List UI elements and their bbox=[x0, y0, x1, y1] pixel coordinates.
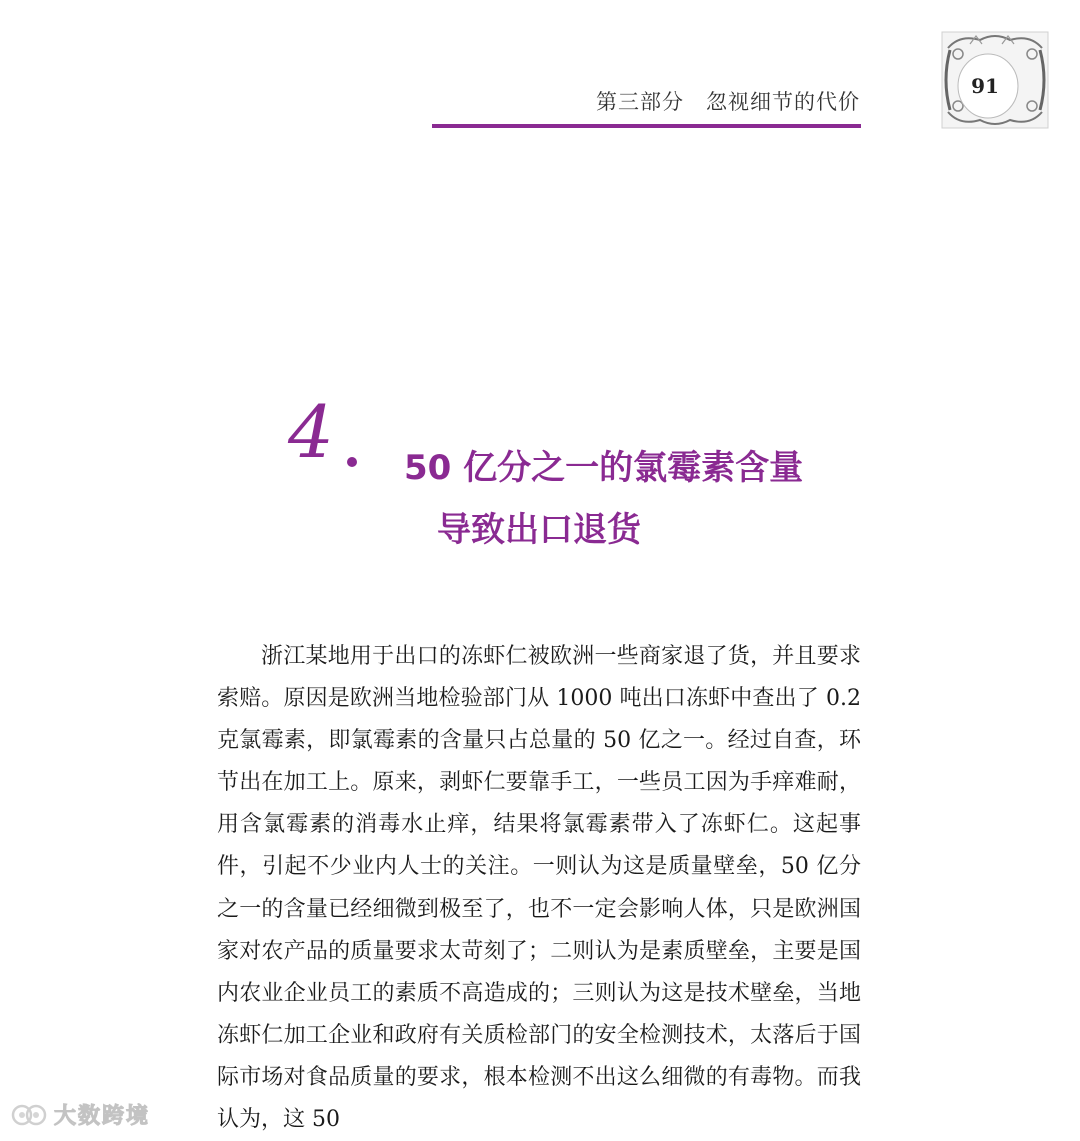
header-section: 忽视细节的代价 bbox=[706, 90, 860, 114]
watermark-text: 大数跨境 bbox=[54, 1104, 151, 1129]
chapter-number-dot bbox=[347, 457, 357, 467]
chapter-title-line-1: 50 亿分之一的氯霉素含量 bbox=[404, 448, 804, 488]
chapter-number: 4 bbox=[288, 390, 334, 474]
body-paragraph: 浙江某地用于出口的冻虾仁被欧洲一些商家退了货，并且要求索赔。原因是欧洲当地检验部门从 1000 吨出口冻虾中查出了 0.2 克氯霉素，即氯霉素的含量只占总量的 50 亿之一。经过自查，环节出在加工上。原来，剥虾仁要靠手工，一些员工因为手痒难耐，用含氯霉素的消毒水止痒，结果将氯霉素带入了冻虾仁。这起事件，引起不少业内人士的关注。一则认为这是质量壁垒，50 亿分之一的含量已经细微到极至了，也不一定会影响人体，只是欧洲国家对农产品的质量要求太苛刻了；二则认为是素质壁垒，主要是国内农业企业员工的素质不高造成的；三则认为这是技术壁垒，当地冻虾仁加工企业和政府有关质检部门的安全检测技术，太落后于国际市场对食品质量的要求，根本检测不出这么细微的有毒物。而我认为，这 50 bbox=[217, 644, 861, 1133]
watermark bbox=[10, 1099, 150, 1130]
running-header bbox=[596, 86, 860, 116]
page-number: 91 bbox=[971, 74, 999, 98]
header-part: 第三部分 bbox=[596, 90, 684, 114]
header-rule bbox=[432, 124, 861, 128]
watermark-logo-icon bbox=[10, 1103, 48, 1127]
chapter-title-line-2: 导致出口退货 bbox=[437, 510, 641, 550]
